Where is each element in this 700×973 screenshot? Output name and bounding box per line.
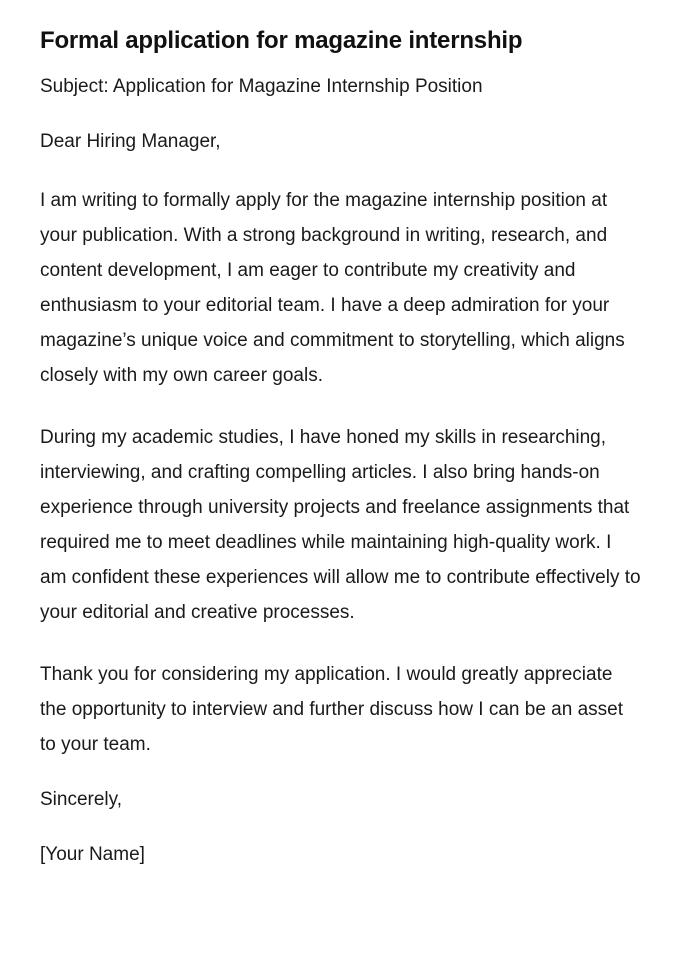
document-title: Formal application for magazine internship [40, 27, 523, 54]
closing: Sincerely, [40, 789, 123, 810]
salutation: Dear Hiring Manager, [40, 131, 221, 152]
body-paragraph-1: I am writing to formally apply for the magazine internship position at your publication. With a strong background in writing, research, and content development, I am eager to contribute my creativity and enthusiasm to your editorial team. I have a deep admiration for your magazine’s unique voice and commitment to storytelling, which aligns closely with my own career goals. [40, 190, 625, 386]
body-paragraph-2: During my academic studies, I have honed my skills in researching, interviewing, and crafting compelling articles. I also bring hands-on experience through university projects and freelance assignments that required me to meet deadlines while maintaining high-quality work. I am confident these experiences will allow me to contribute effectively to your editorial and creative processes. [40, 427, 641, 623]
body-paragraph-3: Thank you for considering my application. I would greatly appreciate the opportunity to interview and further discuss how I can be an asset to your team. [40, 664, 623, 755]
signature: [Your Name] [40, 844, 145, 865]
subject-line: Subject: Application for Magazine Internship Position [40, 76, 483, 97]
